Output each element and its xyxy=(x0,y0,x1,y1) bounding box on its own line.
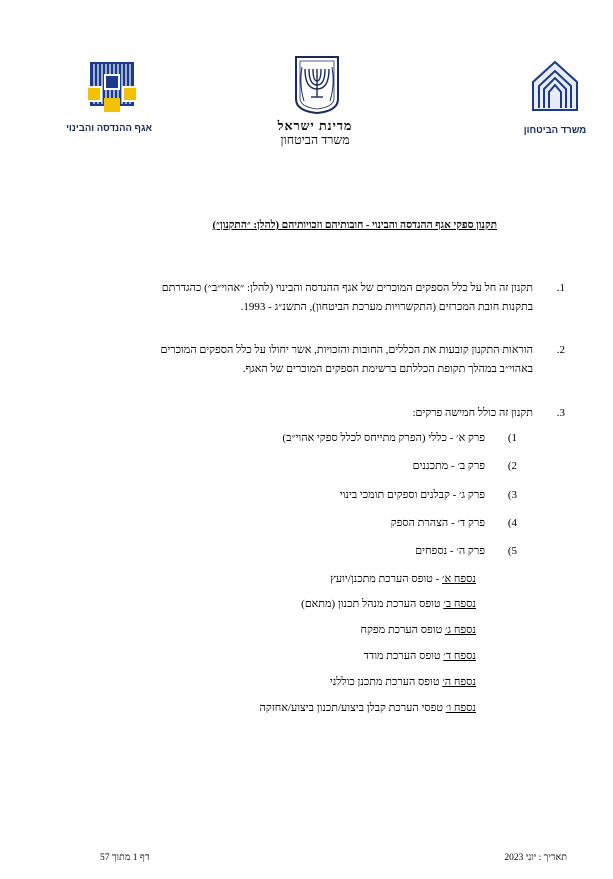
chapter-text: פרק ה׳ - נספחים xyxy=(415,545,485,557)
annex-text: טפסי הערכת קבלן ביצוע/תכנון ביצוע/אחזקה xyxy=(259,702,446,714)
annex-text: טופס הערכת מודד xyxy=(363,650,444,662)
right-logo-caption: משרד הביטחון xyxy=(523,125,587,136)
chapter-text: פרק ג׳ - קבלנים וספקים תומכי בינוי xyxy=(339,489,485,501)
chapter-number: 3) xyxy=(507,489,517,501)
annex-label: נספח ג׳ xyxy=(444,624,476,636)
ministry-name: משרד הביטחון xyxy=(280,133,350,147)
annex-item xyxy=(260,702,476,714)
left-logo-caption: אגף ההנדסה והבינוי xyxy=(66,123,152,134)
footer-date: תאריך : יוני 2023 xyxy=(504,853,567,863)
annex-text: טופס הערכת מנהל תכנון (מתאם) xyxy=(301,598,444,610)
building-blocks-icon xyxy=(82,60,142,116)
chapter-number: 5) xyxy=(507,545,517,557)
mod-shield-icon xyxy=(529,60,581,118)
annex-item xyxy=(330,573,476,585)
annex-text: - טופס הערכת מתכנן/יועץ xyxy=(330,573,442,585)
annex-item xyxy=(301,598,476,610)
section-line: תקנון זה כולל חמישה פרקים: xyxy=(412,407,533,419)
annex-label: נספח א׳ xyxy=(442,573,476,585)
section-line: הוראות התקנון קובעות את הכללים, החובות והזכויות, אשר יחולו על כלל הספקים המוכרים xyxy=(160,344,533,356)
state-name: מדינת ישראל xyxy=(277,119,353,133)
section-line: באהוי״ב במהלך תקופת הכללתם ברשימת הספקים המוכרים של האגף. xyxy=(242,363,533,375)
section-number: 1. xyxy=(556,282,565,294)
section-paragraph xyxy=(412,404,533,423)
section-paragraph xyxy=(160,341,533,379)
chapter-number: 4) xyxy=(507,517,517,529)
chapter-number: 2) xyxy=(507,460,517,472)
chapter-text: פרק א׳ - כללי (הפרק מתייחס לכלל ספקי אהוי״ב) xyxy=(282,432,485,444)
annex-item xyxy=(364,650,476,662)
footer-page-number: דף 1 מתוך 57 xyxy=(100,853,150,863)
section-paragraph xyxy=(162,279,533,317)
chapter-number: 1) xyxy=(507,432,517,444)
chapter-text: פרק ב׳ - מתכננים xyxy=(412,460,485,472)
menorah-emblem-icon xyxy=(292,55,342,115)
annex-text: טופס הערכת מתכנן כוללני xyxy=(329,676,443,688)
document-title: תקנון ספקי אגף ההנדסה והבינוי - חובותיהם וזכויותיהם (להלן: ״התקנון״) xyxy=(212,220,497,231)
section-line: תקנון זה חל על כלל הספקים המוכרים של אגף ההנדסה והבינוי (להלן: ״אהוי״ב״) כהגדרתם xyxy=(161,282,533,294)
section-line: בתקנות חובת המכרזים (התקשרויות מערכת הביטחון), התשנ״ג - 1993. xyxy=(240,301,533,313)
annex-item xyxy=(361,624,476,636)
annex-label: נספח ו׳ xyxy=(445,702,476,714)
annex-item xyxy=(330,676,476,688)
annex-label: נספח ה׳ xyxy=(442,676,476,688)
annex-text: טופס הערכת מפקח xyxy=(360,624,445,636)
section-number: 2. xyxy=(556,344,565,356)
ministry-of-defense-logo xyxy=(523,60,587,136)
annex-label: נספח ד׳ xyxy=(443,650,476,662)
engineering-directorate-logo xyxy=(66,60,152,134)
section-number: 3. xyxy=(556,407,565,419)
chapter-text: פרק ד׳ - הצהרת הספק xyxy=(390,517,485,529)
state-emblem xyxy=(282,55,352,120)
annex-label: נספח ב׳ xyxy=(443,598,476,610)
